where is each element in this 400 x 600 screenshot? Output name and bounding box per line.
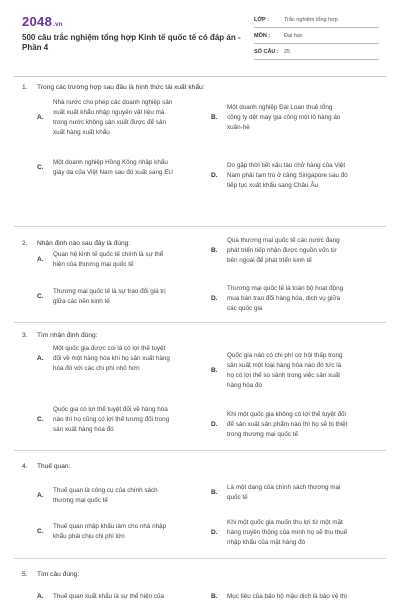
question-number: 1. (22, 84, 28, 91)
option-text-line: Quốc gia nào có chi phí cơ hội thấp trong (227, 352, 343, 359)
option-text-line: Khi một quốc gia không có lợi thế tuyệt đối (227, 411, 346, 418)
option-text-line: Thương mại quốc tế là toàn bộ hoạt động (227, 285, 344, 292)
question-text: Tìm câu đúng: (37, 571, 80, 578)
meta-row-subject (254, 28, 379, 44)
meta-row-count (254, 44, 379, 60)
meta-key: SỐ CÂU : (254, 48, 279, 55)
question-title (22, 463, 70, 470)
option-text (227, 483, 340, 503)
option-text-line: Là một dạng của chính sách thương mại (227, 484, 341, 491)
answer-option[interactable] (0, 483, 400, 503)
option-text-line: các quốc gia (227, 305, 263, 312)
question-title (22, 571, 79, 578)
document-title: 500 câu trắc nghiệm tổng hợp Kinh tế quốc tế có đáp án - Phần 4 (22, 33, 241, 52)
option-text (227, 592, 347, 600)
option-text-line: tiếp tục xuất khẩu sang Châu Âu (227, 182, 319, 189)
answer-option[interactable] (0, 410, 400, 440)
option-text-line: Do gặp thời tiết xấu tàu chở hàng của Việt (227, 162, 346, 169)
option-letter: D. (211, 172, 218, 179)
option-text-line: xuân-hè (227, 124, 250, 131)
option-text-line: Một doanh nghiệp Đài Loan thuê tổng (227, 104, 333, 111)
meta-value: Trắc nghiệm tổng hợp (284, 16, 338, 23)
option-text (227, 236, 340, 266)
option-text-line: giữa các nền kinh tế (53, 298, 110, 305)
option-letter: B. (211, 593, 218, 600)
option-text-line: Qua thương mại quốc tế các nước đang (227, 237, 340, 244)
option-letter: C. (37, 528, 44, 535)
option-letter: A. (37, 593, 44, 600)
option-letter: D. (211, 529, 218, 536)
option-text (227, 161, 348, 191)
option-text-line: quốc tế (227, 494, 248, 501)
option-letter: B. (211, 367, 218, 374)
option-text (227, 284, 343, 314)
question-text: Tìm nhận định đúng: (37, 332, 98, 339)
option-text-line: Mục tiêu của bảo hộ mậu dịch là bảo vệ thị (227, 593, 347, 600)
option-text-line: xuất hàng xuất khẩu (53, 129, 110, 136)
option-text-line: Khi một quốc gia muốn thu lợi từ một mặt (227, 519, 343, 526)
question-divider (14, 450, 386, 451)
answer-option[interactable] (0, 592, 400, 600)
option-letter: D. (211, 295, 218, 302)
option-text-line: trong nước không sản xuất được để sản (53, 119, 166, 126)
meta-key: LỚP : (254, 16, 269, 23)
option-text-line: hóa đó với các chi phí nhỏ hơn (53, 365, 140, 372)
option-text-line: Quan hệ kinh tế quốc tế chính là sự thể (53, 251, 164, 258)
option-text-line: giày da của Việt Nam sau đó xuất sang EU (53, 169, 173, 176)
option-text-line: bên ngoài để phát triển kinh tế (227, 257, 312, 264)
option-text-line: công ty dệt may gia công một lô hàng áo (227, 114, 341, 121)
option-text-line: Một doanh nghiệp Hồng Kông nhập khẩu (53, 159, 168, 166)
option-text-line: Thuế quan là công cụ của chính sách (53, 487, 158, 494)
option-letter: A. (37, 114, 44, 121)
option-text-line: mua bán trao đổi hàng hóa, dịch vụ giữa (227, 295, 341, 302)
document-meta (254, 12, 379, 60)
option-letter: B. (211, 114, 218, 121)
option-text-line: Thuế quan xuất khẩu là sự thể hiện của (53, 593, 164, 600)
option-letter: B. (211, 247, 218, 254)
option-text-line: Thương mại quốc tế là sự trao đổi giá trị (53, 288, 166, 295)
option-letter: A. (37, 355, 44, 362)
option-text-line: sản xuất một loại hàng hóa nào đó tức là (227, 362, 342, 369)
question-number: 2. (22, 240, 28, 247)
option-text-line: Thuế quan nhập khẩu làm cho nhà nhập (53, 523, 167, 530)
option-text-line: khẩu phải chịu chi phí lớn (53, 533, 125, 540)
question-text: Trong các trường hợp sau đâu là hình thức tái xuất khẩu: (37, 84, 205, 91)
meta-key: MÔN : (254, 32, 271, 39)
answer-option[interactable] (0, 518, 400, 548)
option-text-line: phát triển tiếp nhận được nguồn vốn từ (227, 247, 337, 254)
question-divider (14, 558, 386, 559)
option-text-line: Quốc gia có lợi thế tuyệt đối về hàng hóa (53, 406, 168, 413)
option-letter: B. (211, 489, 218, 496)
option-letter: C. (37, 164, 44, 171)
option-text (227, 410, 347, 440)
option-text (227, 103, 340, 133)
option-text-line: nào thì họ cũng có lợi thế tương đối trong (53, 416, 170, 423)
question-title (22, 84, 205, 91)
option-text-line: thương mại quốc tế (53, 497, 108, 504)
question-divider (14, 226, 386, 227)
header-divider (14, 76, 386, 77)
option-text-line: hàng truyền thống của mình họ sẽ thu thuế (227, 529, 348, 536)
question-text: Nhận định nào sau đây là đúng: (37, 240, 131, 247)
option-letter: C. (37, 293, 44, 300)
option-letter: A. (37, 492, 44, 499)
option-text (227, 351, 342, 391)
option-text-line: họ có lợi thế so sánh trong việc sản xuất (227, 372, 340, 379)
option-text-line: hiện của thương mại quốc tế (53, 261, 134, 268)
answer-option[interactable] (0, 103, 400, 133)
option-text-line: sản xuất hàng hóa đó (53, 426, 114, 433)
option-letter: D. (211, 421, 218, 428)
meta-value: Đại học (284, 32, 303, 39)
logo-suffix: .vn (53, 22, 63, 28)
option-text-line: trong thương mại quốc tế (227, 431, 299, 438)
meta-value: 25 (284, 48, 291, 55)
question-number: 5. (22, 571, 28, 578)
question-divider (14, 322, 386, 323)
option-text-line: để sản xuất sản phẩm nào thì họ sẽ bị thiệt (227, 421, 348, 428)
question-title (22, 332, 97, 339)
meta-row-class (254, 12, 379, 28)
site-logo[interactable] (22, 14, 63, 29)
document-header (0, 0, 400, 70)
option-letter: C. (37, 416, 44, 423)
option-text-line: đối về một hàng hóa khi họ sản xuất hàng (53, 355, 170, 362)
logo-text: 2048 (22, 14, 53, 29)
question-text: Thuế quan: (37, 463, 71, 470)
option-text (227, 518, 347, 548)
question-number: 3. (22, 332, 28, 339)
option-text-line: hàng hóa đó (227, 382, 263, 389)
option-letter: A. (37, 256, 44, 263)
option-text-line: Nhà nước cho phép các doanh nghiệp sản (53, 99, 173, 106)
answer-option[interactable] (0, 161, 400, 191)
option-text-line: xuất xuất khẩu nhập nguyên vật liệu mà (53, 109, 165, 116)
answer-option[interactable] (0, 351, 400, 391)
option-text-line: Nam phải tạm trú ở cảng Singapore sau đó (227, 172, 348, 179)
answer-option[interactable] (0, 284, 400, 314)
option-text-line: Một quốc gia được coi là có lợi thế tuyệt (53, 345, 166, 352)
question-number: 4. (22, 463, 28, 470)
answer-option[interactable] (0, 236, 400, 266)
option-text-line: nhập khẩu của mặt hàng đó (227, 539, 306, 546)
